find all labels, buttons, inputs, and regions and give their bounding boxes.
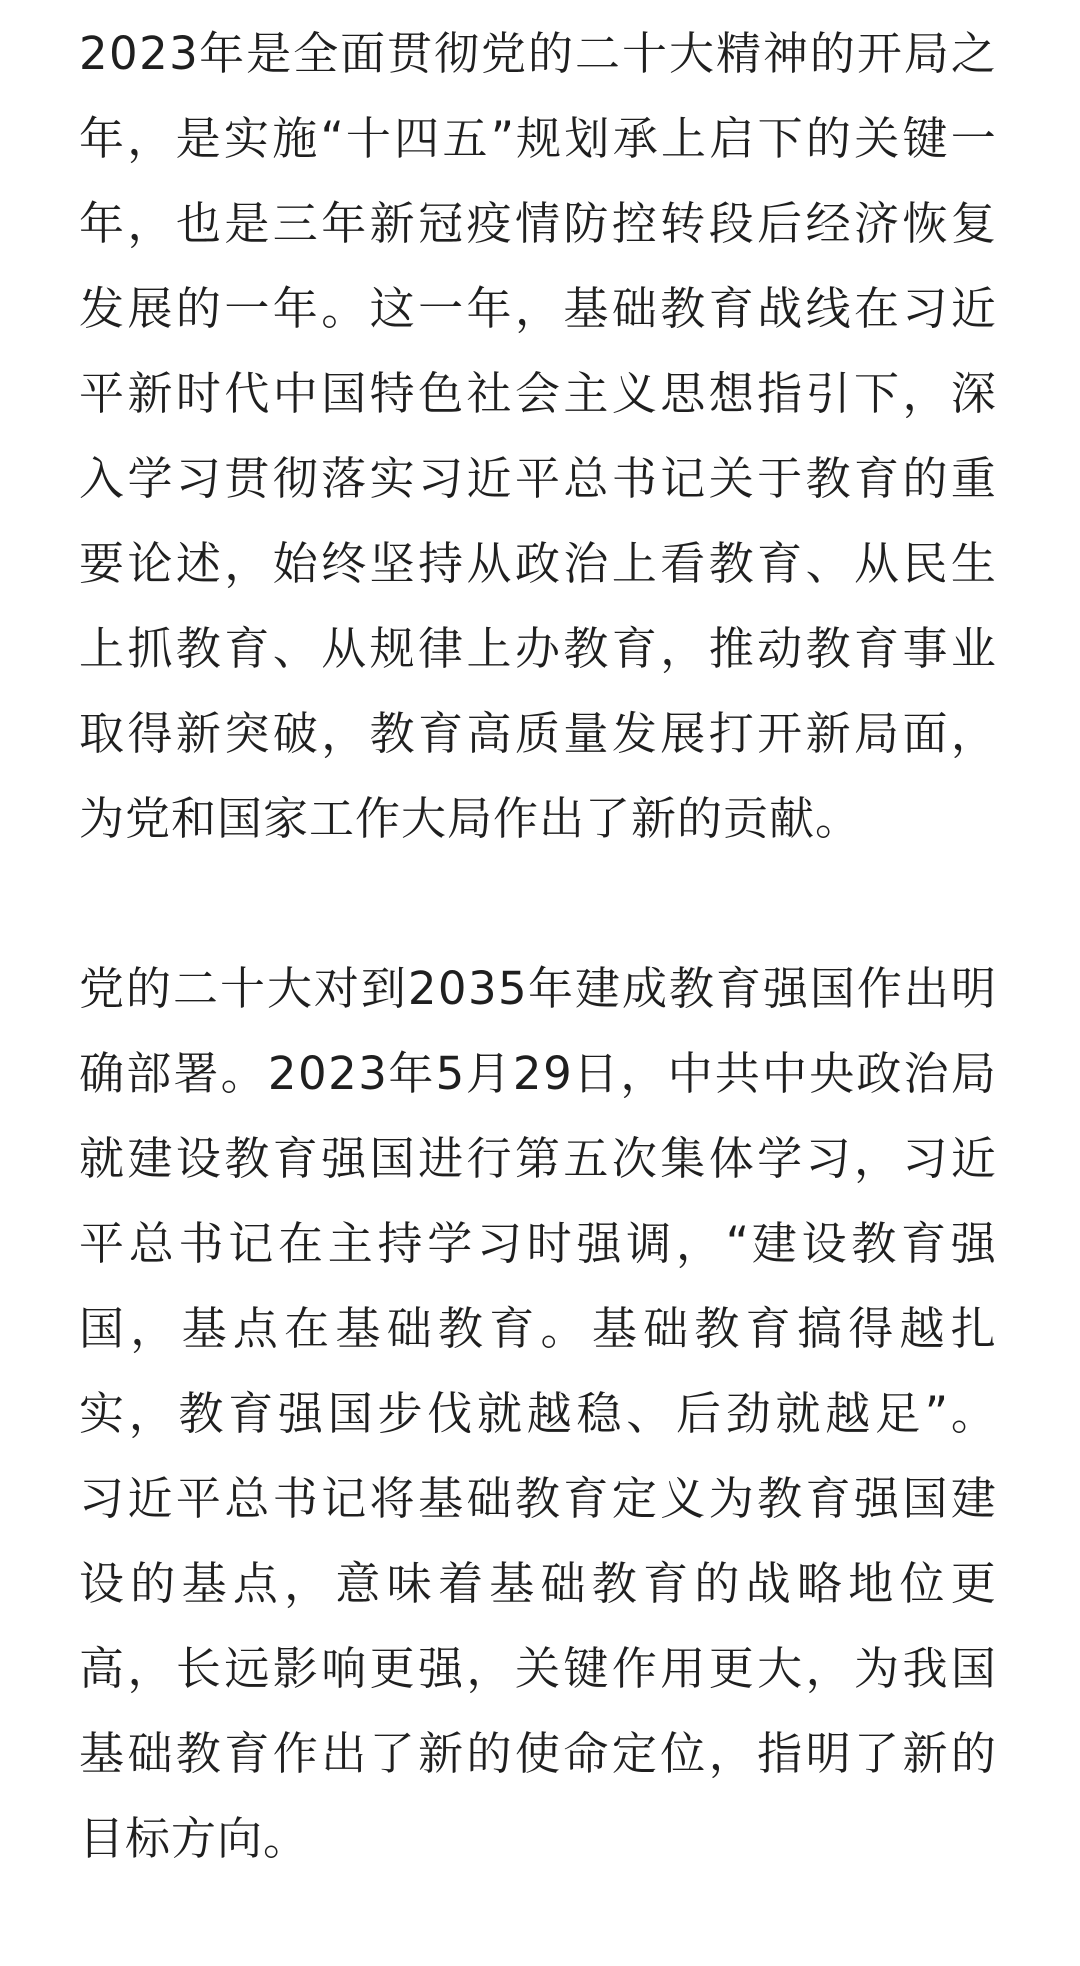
text-line: 2 0 2 3 年 是 全 面 贯 彻 党 的 二 十 大 精 神 的 开 局 之: [79, 27, 996, 80]
text-line: 习 近 平 总 书 记 将 基 础 教 育 定 义 为 教 育 强 国 建: [79, 1472, 996, 1525]
article-body: [79, 11, 996, 1966]
text-line: 确 部 署 。 2 0 2 3 年 5 月 2 9 日 ， 中 共 中 央 政 治 局: [79, 1047, 996, 1100]
text-line: 目标方向。: [79, 1812, 310, 1865]
paragraph-1: [79, 11, 996, 861]
text-line: 高 ， 长 远 影 响 更 强 ， 关 键 作 用 更 大 ， 为 我 国: [79, 1642, 996, 1695]
text-line: 基 础 教 育 作 出 了 新 的 使 命 定 位 ， 指 明 了 新 的: [79, 1727, 996, 1780]
text-line: 发 展 的 一 年 。 这 一 年 ， 基 础 教 育 战 线 在 习 近: [79, 282, 996, 335]
text-line: 国 ， 基 点 在 基 础 教 育 。 基 础 教 育 搞 得 越 扎: [79, 1302, 996, 1355]
text-line: 平 新 时 代 中 国 特 色 社 会 主 义 思 想 指 引 下 ， 深: [79, 367, 996, 420]
text-line: 上 抓 教 育 、 从 规 律 上 办 教 育 ， 推 动 教 育 事 业: [79, 622, 996, 675]
text-line: 设 的 基 点 ， 意 味 着 基 础 教 育 的 战 略 地 位 更: [79, 1557, 996, 1610]
text-line: 入 学 习 贯 彻 落 实 习 近 平 总 书 记 关 于 教 育 的 重: [79, 452, 996, 505]
text-line: 取 得 新 突 破 ， 教 育 高 质 量 发 展 打 开 新 局 面 ，: [79, 707, 996, 760]
text-line: 平 总 书 记 在 主 持 学 习 时 强 调 ， “ 建 设 教 育 强: [79, 1217, 996, 1270]
text-line: 实 ， 教 育 强 国 步 伐 就 越 稳 、 后 劲 就 越 足 ” 。: [79, 1387, 996, 1440]
text-line: 就 建 设 教 育 强 国 进 行 第 五 次 集 体 学 习 ， 习 近: [79, 1132, 996, 1185]
text-line: 年 ， 也 是 三 年 新 冠 疫 情 防 控 转 段 后 经 济 恢 复: [79, 197, 996, 250]
text-line: 为党和国家工作大局作出了新的贡献。: [79, 792, 862, 845]
text-line: 年 ， 是 实 施 “ 十 四 五 ” 规 划 承 上 启 下 的 关 键 一: [79, 112, 996, 165]
paragraph-2: [79, 946, 996, 1881]
text-line: 要 论 述 ， 始 终 坚 持 从 政 治 上 看 教 育 、 从 民 生: [79, 537, 996, 590]
text-line: 党 的 二 十 大 对 到 2 0 3 5 年 建 成 教 育 强 国 作 出 明: [79, 962, 996, 1015]
